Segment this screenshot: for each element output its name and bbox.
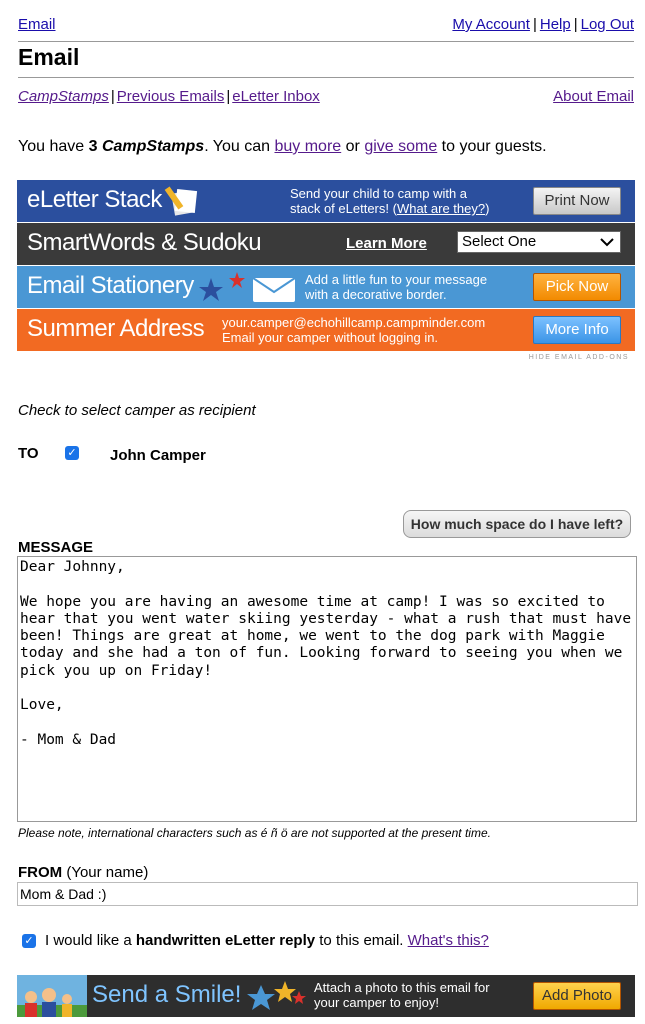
stars-envelope-icon bbox=[197, 270, 301, 304]
previous-emails-link[interactable]: Previous Emails bbox=[116, 88, 225, 105]
eletter-inbox-link[interactable]: eLetter Inbox bbox=[232, 88, 320, 105]
smartwords-select[interactable] bbox=[457, 231, 621, 253]
reply-option bbox=[45, 932, 489, 949]
what-are-they-link[interactable]: What are they? bbox=[396, 201, 486, 216]
divider bbox=[18, 41, 634, 42]
more-info-button[interactable]: More Info bbox=[533, 316, 621, 344]
chevron-down-icon bbox=[600, 238, 614, 247]
top-bar bbox=[18, 16, 634, 36]
camper-checkbox[interactable]: ✓ bbox=[65, 446, 79, 460]
stamps-brand: CampStamps bbox=[101, 138, 205, 155]
stationery-title: Email Stationery bbox=[27, 272, 194, 299]
from-label bbox=[18, 864, 148, 881]
eletter-stack-title: eLetter Stack bbox=[27, 186, 162, 213]
give-some-link[interactable]: give some bbox=[364, 138, 438, 155]
email-subnav bbox=[18, 88, 634, 105]
select-value: Select One bbox=[462, 233, 537, 250]
stationery-banner bbox=[17, 266, 635, 308]
account-links bbox=[452, 16, 634, 33]
stamps-text: to your guests. bbox=[437, 138, 547, 155]
help-link[interactable]: Help bbox=[539, 16, 571, 33]
page-title: Email bbox=[18, 44, 80, 70]
hide-addons-link[interactable]: HIDE EMAIL ADD-ONS bbox=[528, 354, 629, 361]
separator: | bbox=[573, 16, 578, 33]
reply-text: to this email. bbox=[315, 932, 408, 949]
eletter-stack-icon bbox=[167, 184, 201, 218]
summer-address-title: Summer Address bbox=[27, 315, 205, 342]
divider bbox=[18, 77, 634, 78]
stamps-text: You have bbox=[18, 138, 89, 155]
blurb-line: your.camper@echohillcamp.campminder.com bbox=[222, 315, 486, 330]
blurb-line: Send your child to camp with a bbox=[290, 186, 468, 201]
add-photo-button[interactable]: Add Photo bbox=[533, 982, 621, 1010]
reply-checkbox[interactable]: ✓ bbox=[22, 934, 36, 948]
print-now-button[interactable]: Print Now bbox=[533, 187, 621, 215]
send-a-smile-title: Send a Smile! bbox=[92, 981, 242, 1008]
space-left-button[interactable]: How much space do I have left? bbox=[403, 510, 631, 538]
blurb-line: Add a little fun to your message bbox=[305, 272, 488, 287]
send-a-smile-banner bbox=[17, 975, 635, 1017]
family-photo-icon bbox=[17, 975, 87, 1017]
pick-now-button[interactable]: Pick Now bbox=[533, 273, 621, 301]
stationery-blurb bbox=[305, 272, 487, 302]
camper-name: John Camper bbox=[110, 447, 206, 464]
from-label-rest: (Your name) bbox=[62, 864, 149, 881]
my-account-link[interactable]: My Account bbox=[452, 16, 530, 33]
blurb-line: ) bbox=[485, 201, 490, 216]
email-link[interactable]: Email bbox=[18, 16, 56, 33]
message-label: MESSAGE bbox=[18, 539, 94, 556]
separator: | bbox=[110, 88, 115, 105]
reply-bold: handwritten eLetter reply bbox=[135, 932, 316, 949]
stamps-count: 3 bbox=[88, 138, 102, 155]
campstamps-balance bbox=[18, 138, 547, 156]
learn-more-link[interactable]: Learn More bbox=[346, 235, 427, 252]
send-a-smile-blurb bbox=[314, 980, 490, 1010]
international-note: Please note, international characters such as é ñ ö are not supported at the present time. bbox=[18, 826, 491, 840]
blurb-line: Email your camper without logging in. bbox=[222, 330, 439, 345]
stamps-text: or bbox=[341, 138, 365, 155]
email-addons bbox=[17, 180, 635, 361]
message-textarea[interactable]: Dear Johnny, We hope you are having an awesome time at camp! I was so excited to hear that you went water skiing yesterday - what a rush that must have been! Things are great at home, we went to the dog park with Maggie today and she had a ton of fun. Looking forward to seeing you when we pick you up on Friday! Love, - Mom & Dad bbox=[17, 556, 637, 822]
stamps-text: . You can bbox=[204, 138, 275, 155]
campstamps-link[interactable]: CampStamps bbox=[18, 88, 109, 105]
smartwords-banner bbox=[17, 223, 635, 265]
eletter-stack-blurb bbox=[290, 186, 489, 216]
separator: | bbox=[532, 16, 537, 33]
whats-this-link[interactable]: What's this? bbox=[407, 932, 489, 949]
blurb-line: your camper to enjoy! bbox=[314, 995, 440, 1010]
stars-icon bbox=[245, 979, 309, 1013]
recipient-hint: Check to select camper as recipient bbox=[18, 402, 256, 419]
buy-more-link[interactable]: buy more bbox=[274, 138, 342, 155]
blurb-line: Attach a photo to this email for bbox=[314, 980, 490, 995]
log-out-link[interactable]: Log Out bbox=[580, 16, 634, 33]
separator: | bbox=[226, 88, 231, 105]
about-email-link[interactable]: About Email bbox=[553, 88, 634, 105]
from-label-bold: FROM bbox=[18, 864, 63, 881]
eletter-stack-banner bbox=[17, 180, 635, 222]
blurb-line: stack of eLetters! ( bbox=[290, 201, 397, 216]
reply-text: I would like a bbox=[45, 932, 136, 949]
to-label: TO bbox=[18, 445, 39, 462]
blurb-line: with a decorative border. bbox=[305, 287, 447, 302]
summer-address-blurb bbox=[222, 315, 485, 345]
smartwords-title: SmartWords & Sudoku bbox=[27, 229, 262, 256]
summer-address-banner bbox=[17, 309, 635, 351]
from-name-input[interactable]: Mom & Dad :) bbox=[17, 882, 638, 906]
